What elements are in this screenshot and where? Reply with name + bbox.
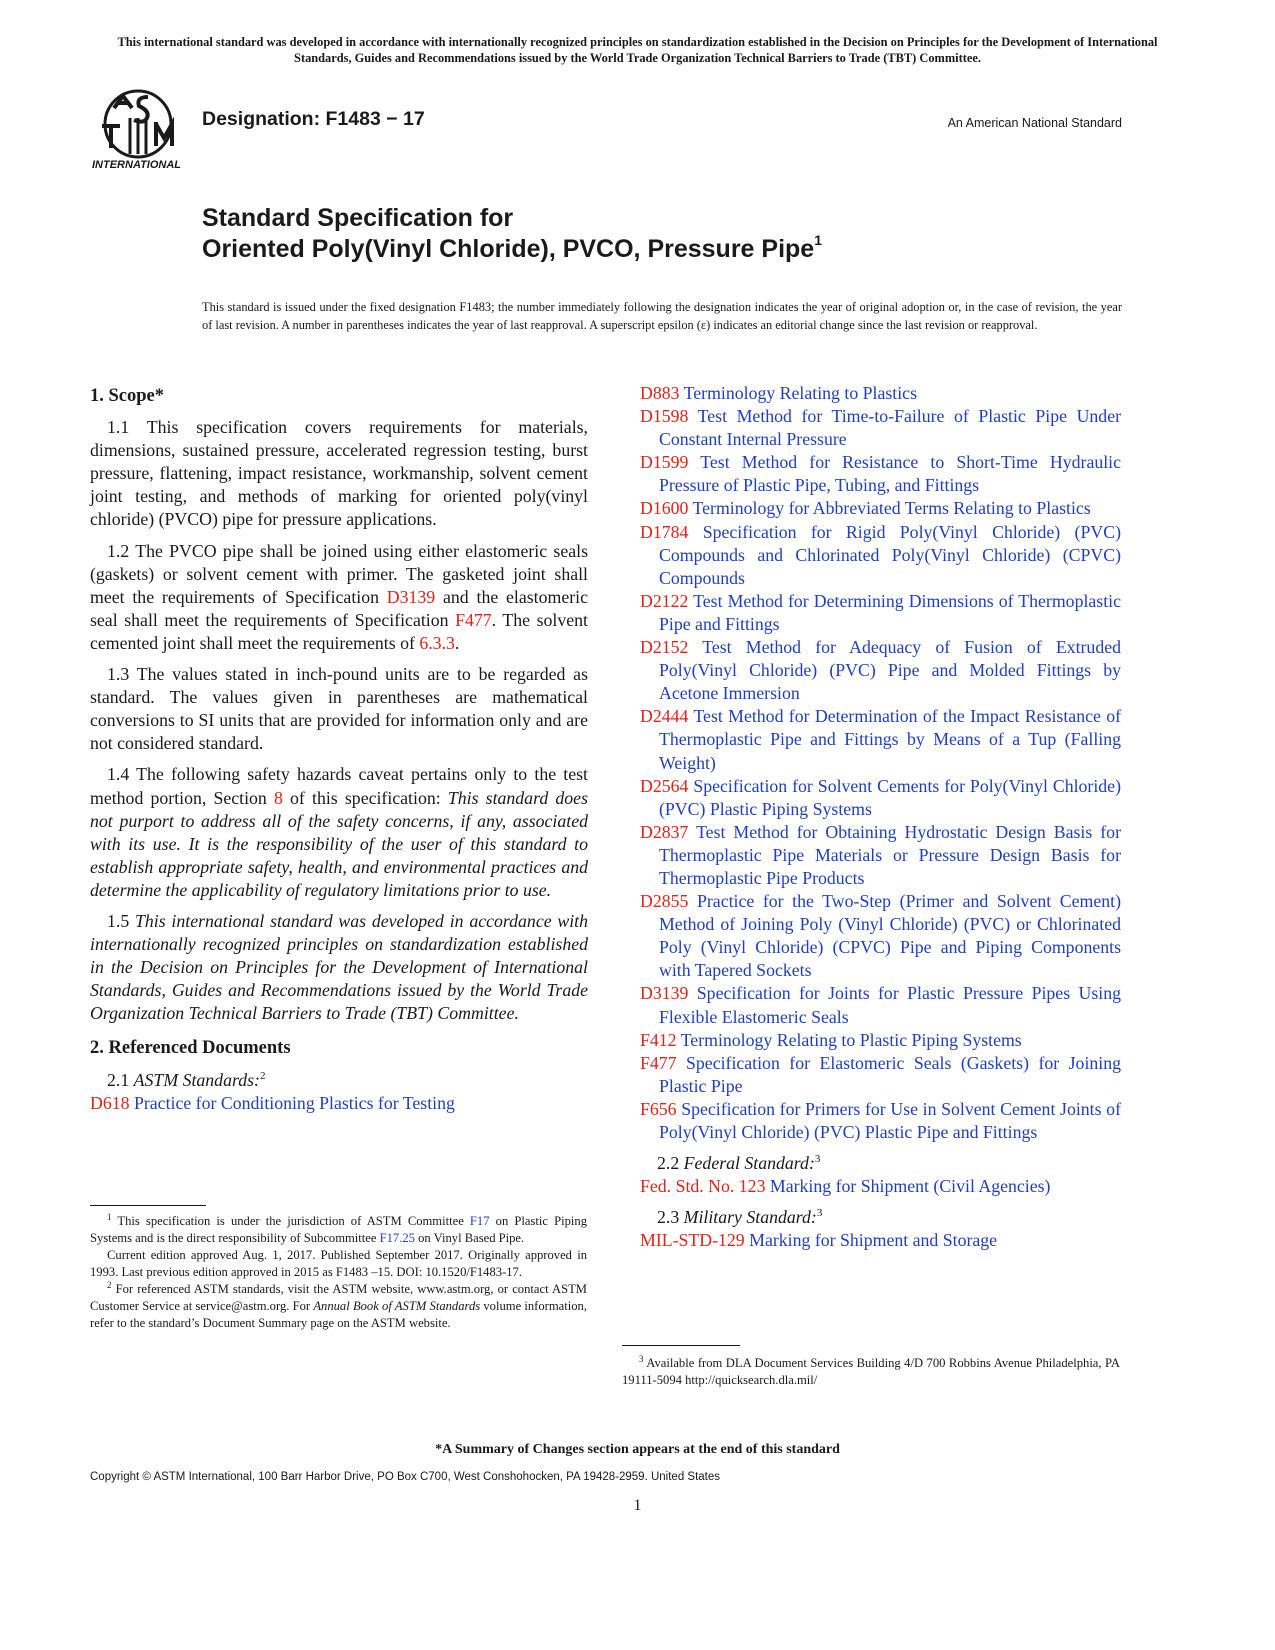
scope-1-4: 1.4 The following safety hazards caveat pertains only to the test method portion, Section 8 of this specification: This standard does not purport to address all of the safety concerns, if any, associated with its use. It is the responsibility of the user of this standard to establish appropriate safety, health, and environmental practices and determine the applicability of regulatory limitations prior to use. bbox=[90, 764, 588, 900]
ref-title[interactable]: Specification for Rigid Poly(Vinyl Chloride) (PVC) Compounds and Chlorinated Poly(Vinyl Chloride) (CPVC) Compounds bbox=[659, 521, 1121, 588]
ref-title[interactable]: Specification for Primers for Use in Solvent Cement Joints of Poly(Vinyl Chloride) (PVC) Plastic Pipe and Fittings bbox=[659, 1098, 1121, 1142]
ref-title[interactable]: Terminology for Abbreviated Terms Relating to Plastics bbox=[692, 498, 1091, 519]
ref-code[interactable]: D1599 bbox=[640, 452, 689, 473]
footnote-1-edition: Current edition approved Aug. 1, 2017. Published September 2017. Originally approved in 1993. Last previous edition approved in 2015 as F1483 –15. DOI: 10.1520/F1483-17. bbox=[90, 1248, 587, 1279]
ref-title[interactable]: Terminology Relating to Plastic Piping Systems bbox=[680, 1029, 1022, 1050]
footnotes-right bbox=[622, 1355, 1120, 1389]
scope-heading: 1. Scope* bbox=[90, 386, 164, 406]
scope-1-2: 1.2 The PVCO pipe shall be joined using either elastomeric seals (gaskets) or solvent cement with primer. The gasketed joint shall meet the requirements of Specification D3139 and the elastomeric seal shall meet the requirements of Specification F477. The solvent cemented joint shall meet the requirements of 6.3.3. bbox=[90, 540, 588, 653]
federal-standard-label: 2.2 Federal Standard:$^3$ bbox=[657, 1153, 821, 1174]
ref-fed-std-123[interactable]: Fed. Std. No. 123 Marking for Shipment (Civil Agencies) bbox=[640, 1176, 1051, 1197]
ref-title[interactable]: Practice for the Two-Step (Primer and Solvent Cement) Method of Joining Poly (Vinyl Chloride) (PVC) or Chlorinated Poly (Vinyl Chloride) (CPVC) Pipe and Piping Components with Tapered Sockets bbox=[659, 891, 1121, 981]
ref-d1600[interactable] bbox=[640, 497, 1121, 520]
page-number: 1 bbox=[633, 1497, 642, 1514]
footnote-divider-right bbox=[622, 1345, 740, 1346]
astm-refs-left bbox=[90, 1092, 588, 1115]
title-line-2: Oriented Poly(Vinyl Chloride), PVCO, Pressure Pipe$^1$ bbox=[202, 232, 823, 263]
scope-1-1: 1.1 This specification covers requirements for materials, dimensions, sustained pressure, accelerated regression testing, burst pressure, flattening, impact resistance, workmanship, solvent cement joint testing, and methods of marking for oriented poly(vinyl chloride) (PVCO) pipe for pressure applications. bbox=[90, 417, 588, 530]
ref-code[interactable]: D883 bbox=[640, 383, 680, 403]
footnote-2: $^2$ For referenced ASTM standards, visit the ASTM website, www.astm.org, or contact ASTM Customer Service at service@astm.org. For Annual Book of ASTM Standards volume information, refer to the standard’s Document Summary page on the ASTM website. bbox=[90, 1280, 587, 1330]
ref-title[interactable]: Specification for Elastomeric Seals (Gaskets) for Joining Plastic Pipe bbox=[659, 1052, 1122, 1096]
title-footnote-mark[interactable]: 1 bbox=[814, 232, 823, 248]
ref-d3139[interactable] bbox=[640, 982, 1121, 1028]
ref-code[interactable]: F412 bbox=[640, 1029, 677, 1050]
ref-d2122[interactable] bbox=[640, 590, 1121, 636]
footnotes-left bbox=[90, 1213, 587, 1332]
ref-d1598[interactable] bbox=[640, 405, 1121, 451]
ref-d2855[interactable] bbox=[640, 890, 1121, 982]
ref-title[interactable]: Specification for Joints for Plastic Pressure Pipes Using Flexible Elastomeric Seals bbox=[659, 983, 1121, 1027]
copyright: Copyright © ASTM International, 100 Barr Harbor Drive, PO Box C700, West Conshohocken, PA 19428-2959. United States bbox=[90, 1471, 721, 1483]
ref-f656[interactable] bbox=[640, 1098, 1121, 1144]
link-f17[interactable]: F17 bbox=[469, 1214, 490, 1228]
astm-refs-right bbox=[640, 382, 1121, 1144]
ref-code[interactable]: D1784 bbox=[640, 521, 689, 542]
referenced-documents-heading: 2. Referenced Documents bbox=[90, 1038, 291, 1059]
scope-1-3: 1.3 The values stated in inch-pound units are to be regarded as standard. The values given in parentheses are mathematical conversions to SI units that are provided for information only and are not considered standard. bbox=[90, 664, 588, 754]
link-d3139[interactable]: D3139 bbox=[386, 586, 436, 607]
footnote-3: $^3$ Available from DLA Document Services Building 4/D 700 Robbins Avenue Philadelphia, PA 19111-5094 http://quicksearch.dla.mil/ bbox=[622, 1354, 1120, 1387]
ref-code[interactable]: D2564 bbox=[640, 775, 689, 796]
ref-title[interactable]: Specification for Solvent Cements for Poly(Vinyl Chloride) (PVC) Plastic Piping Systems bbox=[659, 775, 1121, 819]
ref-title[interactable]: Terminology Relating to Plastics bbox=[683, 383, 917, 403]
scope-1-5: 1.5 This international standard was developed in accordance with internationally recognized principles on standardization established in the Decision on Principles for the Development of International Standards, Guides and Recommendations issued by the World Trade Organization Technical Barriers to Trade (TBT) Committee. bbox=[90, 910, 589, 1024]
astm-standards-label: 2.1 ASTM Standards:$^2$ bbox=[107, 1069, 266, 1090]
ref-d2444[interactable] bbox=[640, 705, 1121, 774]
ref-title[interactable]: Test Method for Resistance to Short-Time Hydraulic Pressure of Plastic Pipe, Tubing, and Fittings bbox=[659, 452, 1122, 496]
footnote-divider-left bbox=[90, 1205, 206, 1206]
link-6-3-3[interactable]: 6.3.3 bbox=[419, 632, 455, 653]
ref-title[interactable]: Test Method for Adequacy of Fusion of Extruded Poly(Vinyl Chloride) (PVC) Pipe and Molded Fittings by Acetone Immersion bbox=[659, 637, 1121, 704]
left-column bbox=[90, 385, 588, 1115]
ref-code[interactable]: D2152 bbox=[640, 637, 689, 658]
ref-code[interactable]: D618 bbox=[90, 1092, 130, 1113]
ref-f477[interactable] bbox=[640, 1052, 1121, 1098]
military-standard-label: 2.3 Military Standard:$^3$ bbox=[657, 1207, 823, 1228]
link-section-8[interactable]: 8 bbox=[273, 787, 283, 808]
ref-d2152[interactable] bbox=[640, 636, 1121, 705]
ref-code[interactable]: D2444 bbox=[640, 706, 689, 727]
right-column bbox=[640, 382, 1121, 1252]
astm-logo-icon bbox=[92, 88, 194, 172]
ref-code[interactable]: D2855 bbox=[640, 891, 689, 912]
astm-logo bbox=[92, 88, 194, 172]
ref-d2564[interactable] bbox=[640, 775, 1121, 821]
ref-code[interactable]: F656 bbox=[640, 1098, 677, 1119]
ref-f412[interactable] bbox=[640, 1029, 1121, 1052]
ref-code[interactable]: D2837 bbox=[640, 821, 689, 842]
link-f17-25[interactable]: F17.25 bbox=[379, 1231, 415, 1245]
issued-note: This standard is issued under the fixed designation F1483; the number immediately following the designation indicates the year of original adoption or, in the case of revision, the year of last revision. A number in parentheses indicates the year of last reapproval. A superscript epsilon (ε) indicates an editorial change since the last revision or reapproval. bbox=[202, 300, 1122, 332]
document-title bbox=[202, 203, 822, 265]
footnote-1: $^1$ This specification is under the jurisdiction of ASTM Committee F17 on Plastic Piping Systems and is the direct responsibility of Subcommittee F17.25 on Vinyl Based Pipe. bbox=[90, 1212, 588, 1245]
ref-code[interactable]: D3139 bbox=[640, 983, 689, 1004]
ref-code[interactable]: D2122 bbox=[640, 590, 689, 611]
ref-title[interactable]: Test Method for Time-to-Failure of Plastic Pipe Under Constant Internal Pressure bbox=[659, 406, 1122, 450]
link-f477[interactable]: F477 bbox=[455, 609, 492, 630]
ref-d883[interactable] bbox=[640, 382, 1121, 405]
ref-code[interactable]: D1598 bbox=[640, 406, 689, 427]
american-national-standard-label: An American National Standard bbox=[947, 116, 1122, 130]
ref-d1599[interactable] bbox=[640, 451, 1121, 497]
ref-code[interactable]: F477 bbox=[640, 1052, 677, 1073]
tbt-notice: This international standard was developed in accordance with internationally recognized principles on standardization established in the Decision on Principles for the Development of International Standards, Guides and Recommendations issued by the World Trade Organization Technical Barriers to Trade (TBT) Committee. bbox=[117, 35, 1158, 65]
summary-of-changes-note: *A Summary of Changes section appears at the end of this standard bbox=[435, 1442, 840, 1457]
designation: Designation: F1483 − 17 bbox=[202, 108, 425, 130]
ref-d618[interactable] bbox=[90, 1092, 588, 1115]
ref-d1784[interactable] bbox=[640, 521, 1121, 590]
ref-title[interactable]: Practice for Conditioning Plastics for Testing bbox=[133, 1092, 455, 1113]
ref-title[interactable]: Test Method for Obtaining Hydrostatic Design Basis for Thermoplastic Pipe Materials or Pressure Design Basis for Thermoplastic Pipe Products bbox=[659, 821, 1121, 888]
ref-title[interactable]: Test Method for Determination of the Impact Resistance of Thermoplastic Pipe and Fittings by Means of a Tup (Falling Weight) bbox=[659, 706, 1122, 773]
ref-d2837[interactable] bbox=[640, 821, 1121, 890]
ref-code[interactable]: D1600 bbox=[640, 498, 689, 519]
ref-mil-std-129[interactable]: MIL-STD-129 Marking for Shipment and Storage bbox=[640, 1230, 998, 1251]
logo-subtext: INTERNATIONAL bbox=[92, 159, 182, 171]
ref-title[interactable]: Test Method for Determining Dimensions of Thermoplastic Pipe and Fittings bbox=[659, 590, 1121, 634]
title-line-1: Standard Specification for bbox=[202, 204, 514, 232]
